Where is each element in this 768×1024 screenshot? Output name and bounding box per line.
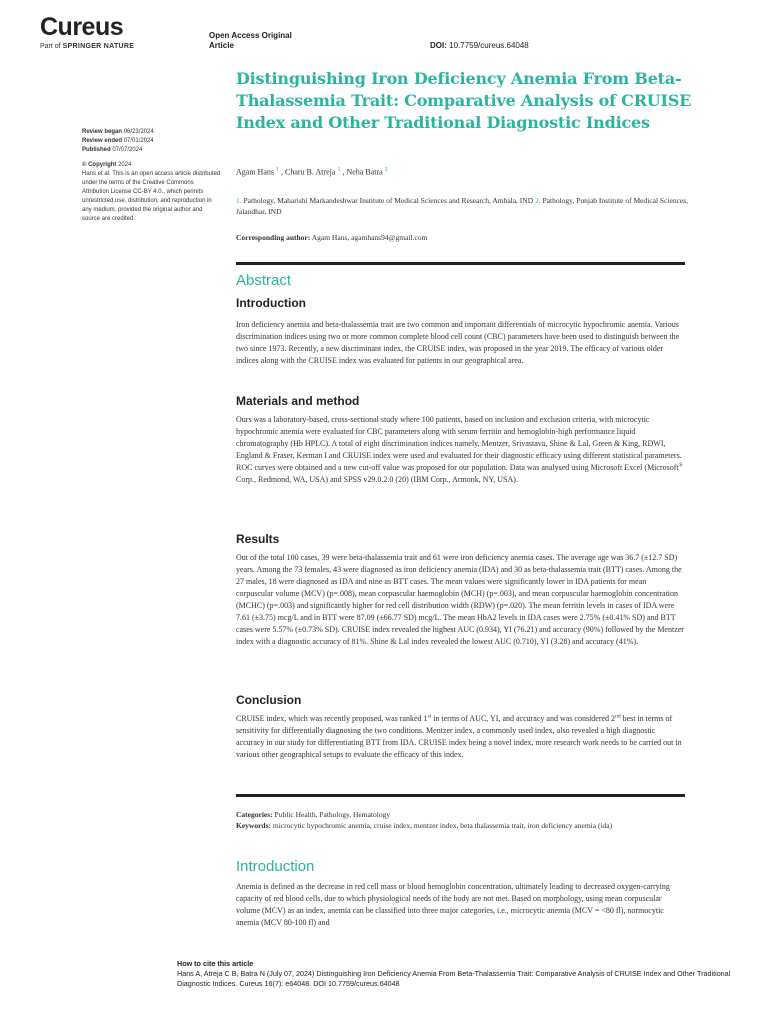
abstract-methods-text	[236, 414, 685, 486]
registered-mark: ®	[678, 462, 683, 469]
author-list: Agam Hans $^1$ , Charu B. Atreja $^1$ , Neha Batra $^2$	[236, 167, 388, 177]
publisher-name: SPRINGER NATURE	[62, 43, 135, 50]
corresponding-text[interactable]: Agam Hans, agamhans94@gmail.com	[311, 233, 428, 242]
brand-name: Cureus	[40, 13, 124, 41]
published	[82, 146, 222, 155]
keywords-value: microcytic hypochromic anemia, cruise index, mentzer index, beta thalassemia trait, iron deficiency anemia (ida)	[272, 820, 613, 830]
affiliations	[236, 195, 691, 217]
copyright-label: © Copyright	[82, 162, 117, 168]
conclusion-text-part1: CRUISE index, which was recently proposed, was ranked 1	[236, 714, 428, 723]
affiliation-number: 2.	[535, 196, 541, 205]
author-affiliation-ref[interactable]: 1	[276, 167, 279, 173]
publisher-line	[40, 43, 134, 50]
part-of-prefix: Part of	[40, 43, 61, 50]
categories-line	[236, 810, 685, 821]
citation-text: Hans A, Atreja C B, Batra N (July 07, 2024) Distinguishing Iron Deficiency Anemia From Beta-Thalassemia Trait: Comparative Analysis of CRUISE Index and Other Traditional Diagnostic Indices. Cureus 16(7): e64048. DOI 10.7759/cureus.64048	[177, 969, 731, 988]
review-ended-date: 07/01/2024	[123, 138, 154, 144]
categories-keywords	[236, 810, 685, 831]
article-history	[82, 128, 222, 224]
copyright	[82, 161, 222, 170]
doi-label: DOI:	[430, 41, 447, 50]
review-began-date: 06/23/2024	[123, 129, 154, 135]
abstract-top-rule	[236, 262, 685, 265]
methods-text-part2: Corp., Redmond, WA, USA) and SPSS v29.0.2.0 (20) (IBM Corp., Armonk, NY, USA).	[236, 475, 518, 484]
author-name[interactable]: Neha Batra	[346, 167, 383, 177]
copyright-year: 2024	[118, 162, 132, 168]
corresponding-label: Corresponding author:	[236, 233, 311, 242]
categories-label: Categories:	[236, 810, 273, 819]
introduction-text: Anemia is defined as the decrease in red cell mass or blood hemoglobin concentration, ultimately leading to decreased oxygen-carrying capacity of red blood cells, due to which physiological needs of the body are not met. Based on morphology, using mean corpuscular volume (MCV) as an index, anemia can be classified into three major categories, i.e., microcytic anemia (MCV = <80 fl), normocytic anemia (MCV 80-100 fl) and	[236, 882, 670, 927]
abstract-conclusion-heading: Conclusion	[236, 693, 302, 707]
author-affiliation-ref[interactable]: 2	[384, 167, 388, 173]
categories-value[interactable]: Public Health, Pathology, Hematology	[274, 810, 391, 819]
conclusion-text-part2: in terms of AUC, YI, and accuracy and was considered 2	[431, 714, 616, 723]
conclusion-text-part3: best in terms of sensitivity for differentially diagnosing the two conditions. Mentzer index, a commonly used index, also revealed a high diagnostic accuracy in our study for differentiating BTT from IDA. CRUISE index being a novel index, more research work needs to be carried out in various other geographical setups to evaluate the efficacy of this index.	[236, 714, 682, 759]
abstract-introduction-heading: Introduction	[236, 296, 306, 310]
ordinal-suffix: st	[427, 713, 432, 720]
abstract-introduction-text: Iron deficiency anemia and beta-thalassemia trait are two common and important differentials of microcytic hypochromic anemia. Various discrimination indices using two or more common complete blood cell count (CBC) parameters have been used to distinguish between the two since 1973. Recently, a new discriminant index, the CRUISE index, was proposed in the year 2019. The efficacy of various older indices along with the CRUISE index was evaluated for patients in our geographical area.	[236, 320, 680, 365]
author-name[interactable]: Agam Hans	[236, 167, 274, 177]
article-title: Distinguishing Iron Deficiency Anemia From Beta-Thalassemia Trait: Comparative Analysis of CRUISE Index and Other Traditional Diagnostic Indices	[236, 69, 692, 132]
keywords-label: Keywords:	[236, 820, 271, 830]
abstract-results-heading: Results	[236, 532, 280, 546]
published-date: 07/07/2024	[112, 147, 143, 153]
author-name[interactable]: Charu B. Atreja	[285, 167, 336, 177]
methods-text-part1: Ours was a laboratory-based, cross-sectional study where 100 patients, based on inclusion and exclusion criteria, with microcytic hypochromic anemia were evaluated for CBC parameters along with serum ferritin and hemoglobin-high performance liquid chromatography (Hb HPLC). A total of eight discrimination indices namely, Mentzer, Srivastava, Shine & Lal, Green & King, RDWI, England & Fraser, Kerman I and CRUISE index were used and evaluated for their diagnostic efficacy using different statistical parameters. ROC curves were obtained and a new cut-off value was proposed for our population. Data was analysed using Microsoft Excel (Microsoft	[236, 415, 682, 472]
abstract-results-text: Out of the total 100 cases, 39 were beta-thalassemia trait and 61 were iron deficiency anemia cases. The average age was 36.7 (±12.7 SD) years. Among the 73 females, 43 were diagnosed as iron deficiency anemia (IDA) and 30 as beta-thalassemia trait (BTT) cases. Among the 27 males, 18 were diagnosed as IDA and nine as BTT cases. The mean values were significantly lower in IDA patients for mean corpuscular volume (MCV) (p=.008), mean corpuscular haemoglobin (MCH) (p=.003), and mean corpuscular haemoglobin concentration (MCHC) (p=.003) and significantly higher for red cell distribution width (RDW) (p=.020). The mean ferritin levels in cases of IDA were 7.61 (±3.75) mcg/L and in BTT were 87.09 (±66.77 SD) mcg/L. The mean HbA2 levels in IDA cases were 2.75% (±0.41% SD) and BTT cases were 5.57% (±0.73% SD). CRUISE index revealed the highest AUC (0.934), YI (76.21) and accuracy (90%) followed by the Mentzer index with a diagnostic accuracy of 81%. Shine & Lal index revealed the lowest AUC (0.710), YI (3.28) and accuracy (41%).	[236, 553, 684, 646]
how-to-cite	[177, 959, 737, 989]
how-to-cite-label: How to cite this article	[177, 959, 254, 968]
ordinal-suffix: nd	[615, 713, 621, 720]
abstract-bottom-rule	[236, 794, 685, 797]
doi	[430, 41, 529, 50]
abstract-heading: Abstract	[236, 272, 292, 289]
review-ended	[82, 137, 222, 146]
author-affiliation-ref[interactable]: 1	[337, 167, 341, 173]
corresponding-author	[236, 233, 427, 242]
doi-value[interactable]: 10.7759/cureus.64048	[449, 41, 529, 50]
article-type-line2: Article	[209, 41, 234, 50]
keywords-line	[236, 821, 685, 832]
affiliation-text: Pathology, Punjab Institute of Medical Sciences, Jalandhar, IND	[236, 196, 689, 216]
affiliation-number: 1.	[236, 196, 242, 205]
article-type	[209, 31, 292, 51]
cureus-logo[interactable]	[40, 14, 134, 50]
license-text: Hans et al. This is an open access article distributed under the terms of the Creative Commons Attribution License CC-BY 4.0., which permits unrestricted use, distribution, and reproduction in any medium, provided the original author and source are credited.	[82, 171, 221, 222]
review-ended-label: Review ended	[82, 138, 123, 144]
affiliation-text: Pathology, Maharishi Markandeshwar Institute of Medical Sciences and Research, Ambala, IND	[243, 196, 534, 205]
abstract-methods-heading: Materials and method	[236, 394, 360, 408]
abstract-conclusion-text	[236, 713, 685, 761]
article-type-line1: Open Access Original	[209, 31, 292, 40]
review-began-label: Review began	[82, 129, 123, 135]
published-label: Published	[82, 147, 111, 153]
introduction-heading: Introduction	[236, 858, 315, 875]
review-began	[82, 128, 222, 137]
